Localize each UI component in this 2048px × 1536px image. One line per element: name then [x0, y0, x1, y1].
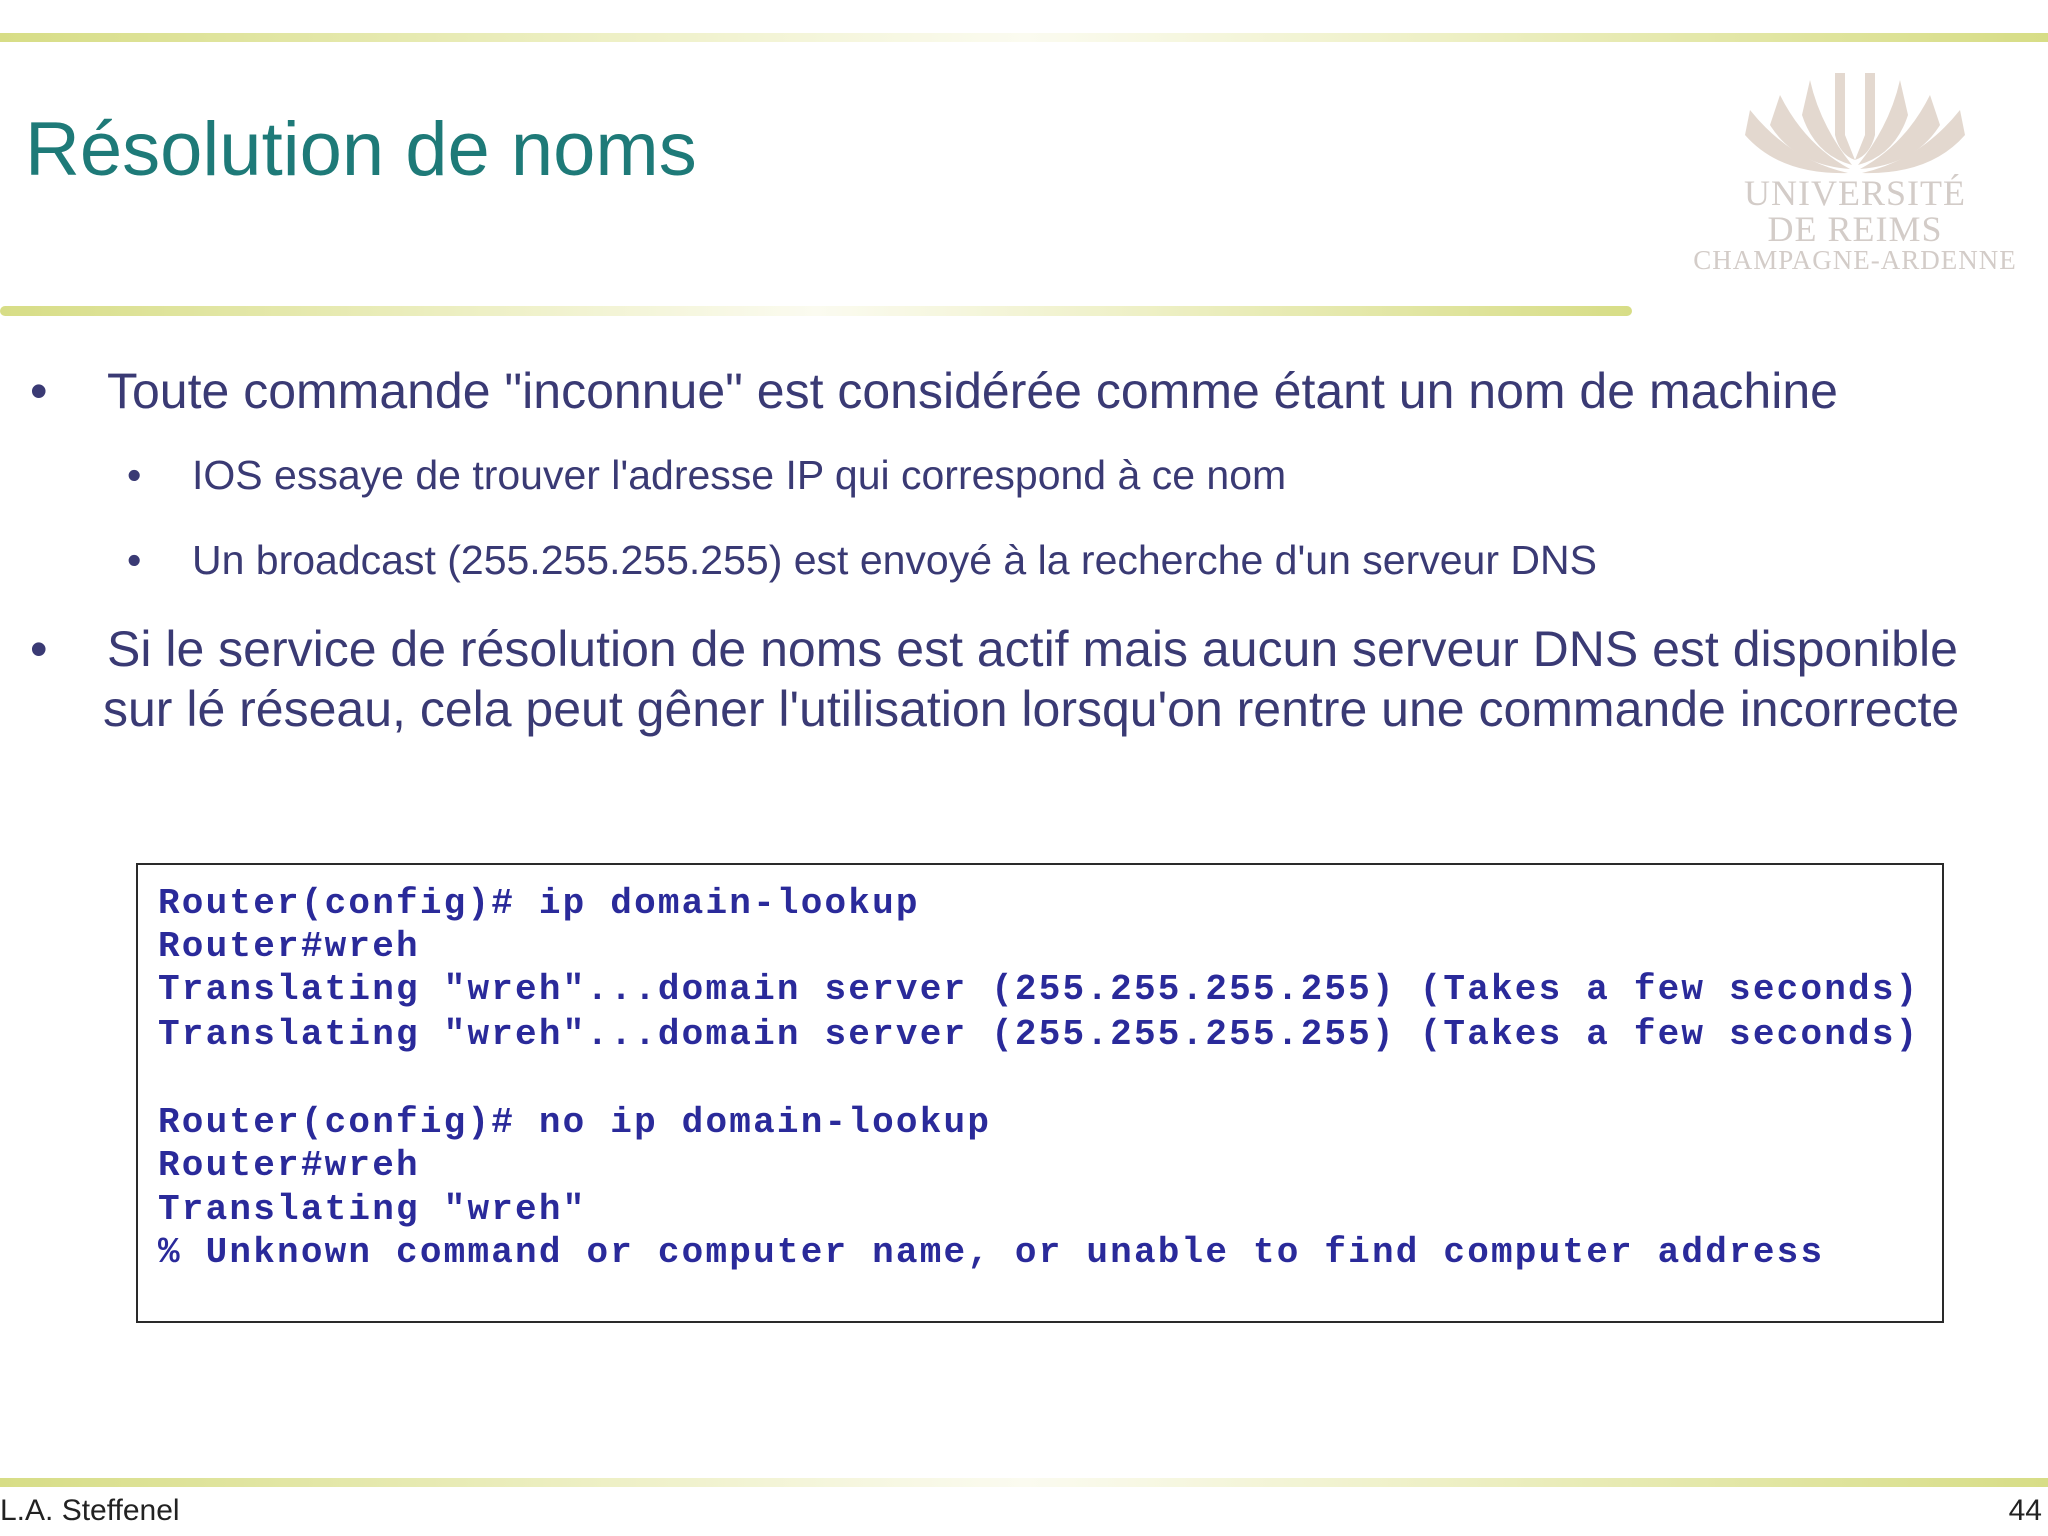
code-line: Translating "wreh"...domain server (255.255.255.255) (Takes a few seconds): [158, 1014, 1920, 1055]
code-line: Router(config)# ip domain-lookup: [158, 883, 920, 924]
code-line: Router(config)# no ip domain-lookup: [158, 1102, 992, 1143]
code-line: Translating "wreh": [158, 1189, 587, 1230]
code-line: Translating "wreh"...domain server (255.255.255.255) (Takes a few seconds): [158, 969, 1920, 1010]
code-line: Router#wreh: [158, 1145, 420, 1186]
bullet-text: Toute commande "inconnue" est considérée comme étant un nom de machine: [107, 363, 1838, 419]
footer-divider: [0, 1478, 2048, 1487]
top-divider: [0, 33, 2048, 42]
bullet-text: IOS essaye de trouver l'adresse IP qui correspond à ce nom: [192, 452, 1287, 498]
logo-line-3: CHAMPAGNE-ARDENNE: [1693, 245, 2017, 275]
code-line: Router#wreh: [158, 926, 420, 967]
university-logo: [1670, 60, 2040, 290]
logo-line-2: DE REIMS: [1767, 209, 1943, 249]
bullet-text: Un broadcast (255.255.255.255) est envoyé à la recherche d'un serveur DNS: [192, 537, 1597, 583]
bullet-marker: •: [30, 363, 48, 419]
page-number: 44: [2008, 1494, 2042, 1527]
bullet-marker: •: [127, 537, 142, 583]
bullet-text: sur lé réseau, cela peut gêner l'utilisation lorsqu'on rentre une commande incorrecte: [103, 681, 1960, 737]
bullet-marker: •: [30, 621, 48, 677]
bullet-text: Si le service de résolution de noms est actif mais aucun serveur DNS est disponible: [107, 621, 1958, 677]
logo-emblem-icon: [1740, 65, 1970, 175]
title-underline-divider: [0, 306, 1632, 316]
bullet-marker: •: [127, 452, 142, 498]
logo-line-1: UNIVERSITÉ: [1744, 173, 1966, 213]
code-line: % Unknown command or computer name, or unable to find computer address: [158, 1232, 1825, 1273]
slide-title: Résolution de noms: [25, 107, 697, 192]
footer-author: L.A. Steffenel: [0, 1494, 180, 1527]
cli-code-box: [136, 863, 1944, 1323]
